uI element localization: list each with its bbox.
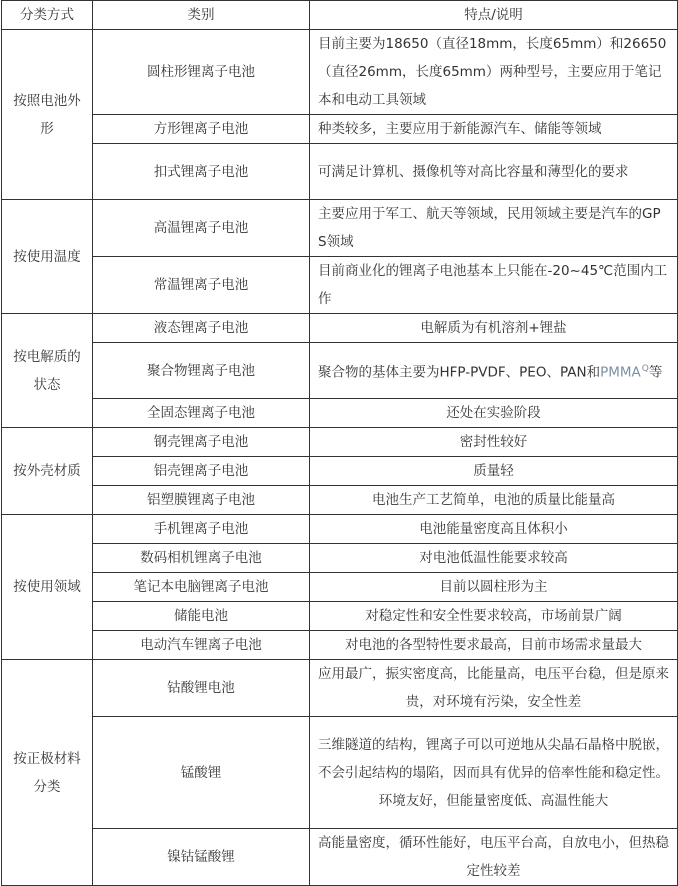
table-row	[2, 314, 678, 343]
table-header-row	[2, 1, 678, 30]
table-row	[2, 399, 678, 428]
category-cell: 常温锂离子电池	[93, 257, 310, 314]
table-body	[2, 30, 678, 886]
header-classification-method: 分类方式	[2, 1, 93, 30]
feature-description-cell: 电池能量密度高且体积小	[310, 515, 678, 544]
search-icon[interactable]: Q	[641, 363, 649, 374]
feature-description-cell: 应用最广，振实密度高，比能量高，电压平台稳，但是原来贵，对环境有污染，安全性差	[310, 660, 678, 717]
table-row	[2, 428, 678, 457]
category-cell: 电动汽车锂离子电池	[93, 631, 310, 660]
category-cell: 笔记本电脑锂离子电池	[93, 573, 310, 602]
classification-method-cell: 按正极材料分类	[2, 660, 93, 886]
feature-description-cell: 目前主要为18650（直径18mm，长度65mm）和26650（直径26mm，长度65mm）两种型号，主要应用于笔记本和电动工具领域	[310, 30, 678, 115]
category-cell: 镍钴锰酸锂	[93, 829, 310, 886]
feature-description-cell	[310, 343, 678, 399]
feature-description-cell: 目前以圆柱形为主	[310, 573, 678, 602]
feature-description-cell: 对电池的各型特性要求最高，目前市场需求量最大	[310, 631, 678, 660]
category-cell: 铝塑膜锂离子电池	[93, 486, 310, 515]
category-cell: 液态锂离子电池	[93, 314, 310, 343]
description-text: 等	[648, 364, 663, 381]
table-row	[2, 257, 678, 314]
feature-description-cell: 还处在实验阶段	[310, 399, 678, 428]
category-cell: 高温锂离子电池	[93, 200, 310, 257]
table-row	[2, 573, 678, 602]
classification-method-cell: 按外壳材质	[2, 428, 93, 515]
table-row	[2, 115, 678, 144]
feature-description-cell: 高能量密度，循环性能好，电压平台高，自放电小，但热稳定性较差	[310, 829, 678, 886]
description-text: 聚合物的基体主要为HFP-PVDF、PEO、PAN和	[318, 364, 601, 381]
table-row	[2, 515, 678, 544]
table-row	[2, 631, 678, 660]
category-cell: 钴酸锂电池	[93, 660, 310, 717]
category-cell: 锰酸锂	[93, 717, 310, 829]
feature-description-cell: 电解质为有机溶剂+锂盐	[310, 314, 678, 343]
table-row	[2, 717, 678, 829]
feature-description-cell: 密封性较好	[310, 428, 678, 457]
pmma-link[interactable]: PMMA	[600, 364, 641, 381]
category-cell: 钢壳锂离子电池	[93, 428, 310, 457]
category-cell: 手机锂离子电池	[93, 515, 310, 544]
category-cell: 扣式锂离子电池	[93, 144, 310, 200]
feature-description-cell: 种类较多，主要应用于新能源汽车、储能等领域	[310, 115, 678, 144]
category-cell: 全固态锂离子电池	[93, 399, 310, 428]
feature-description-cell: 对稳定性和安全性要求较高，市场前景广阔	[310, 602, 678, 631]
battery-classification-table	[1, 0, 678, 886]
classification-method-cell: 按照电池外形	[2, 30, 93, 200]
table-row	[2, 457, 678, 486]
table-row	[2, 602, 678, 631]
category-cell: 圆柱形锂离子电池	[93, 30, 310, 115]
classification-method-cell: 按使用领域	[2, 515, 93, 660]
feature-description-cell: 可满足计算机、摄像机等对高比容量和薄型化的要求	[310, 144, 678, 200]
classification-method-cell: 按使用温度	[2, 200, 93, 314]
category-cell: 铝壳锂离子电池	[93, 457, 310, 486]
table-row	[2, 544, 678, 573]
table-row	[2, 660, 678, 717]
category-cell: 方形锂离子电池	[93, 115, 310, 144]
table-row	[2, 486, 678, 515]
table-row	[2, 343, 678, 399]
category-cell: 聚合物锂离子电池	[93, 343, 310, 399]
table-row	[2, 200, 678, 257]
header-features: 特点/说明	[310, 1, 678, 30]
feature-description-cell: 对电池低温性能要求较高	[310, 544, 678, 573]
feature-description-cell: 质量轻	[310, 457, 678, 486]
feature-description-cell: 电池生产工艺简单，电池的质量比能量高	[310, 486, 678, 515]
table-row	[2, 829, 678, 886]
feature-description-cell: 主要应用于军工、航天等领域，民用领域主要是汽车的GPS领域	[310, 200, 678, 257]
table-row	[2, 144, 678, 200]
category-cell: 数码相机锂离子电池	[93, 544, 310, 573]
feature-description-cell: 目前商业化的锂离子电池基本上只能在-20~45℃范围内工作	[310, 257, 678, 314]
table-row	[2, 30, 678, 115]
feature-description-cell: 三维隧道的结构，锂离子可以可逆地从尖晶石晶格中脱嵌，不会引起结构的塌陷，因而具有优异的倍率性能和稳定性。环境友好，但能量密度低、高温性能大	[310, 717, 678, 829]
header-category: 类别	[93, 1, 310, 30]
category-cell: 储能电池	[93, 602, 310, 631]
classification-method-cell: 按电解质的状态	[2, 314, 93, 428]
